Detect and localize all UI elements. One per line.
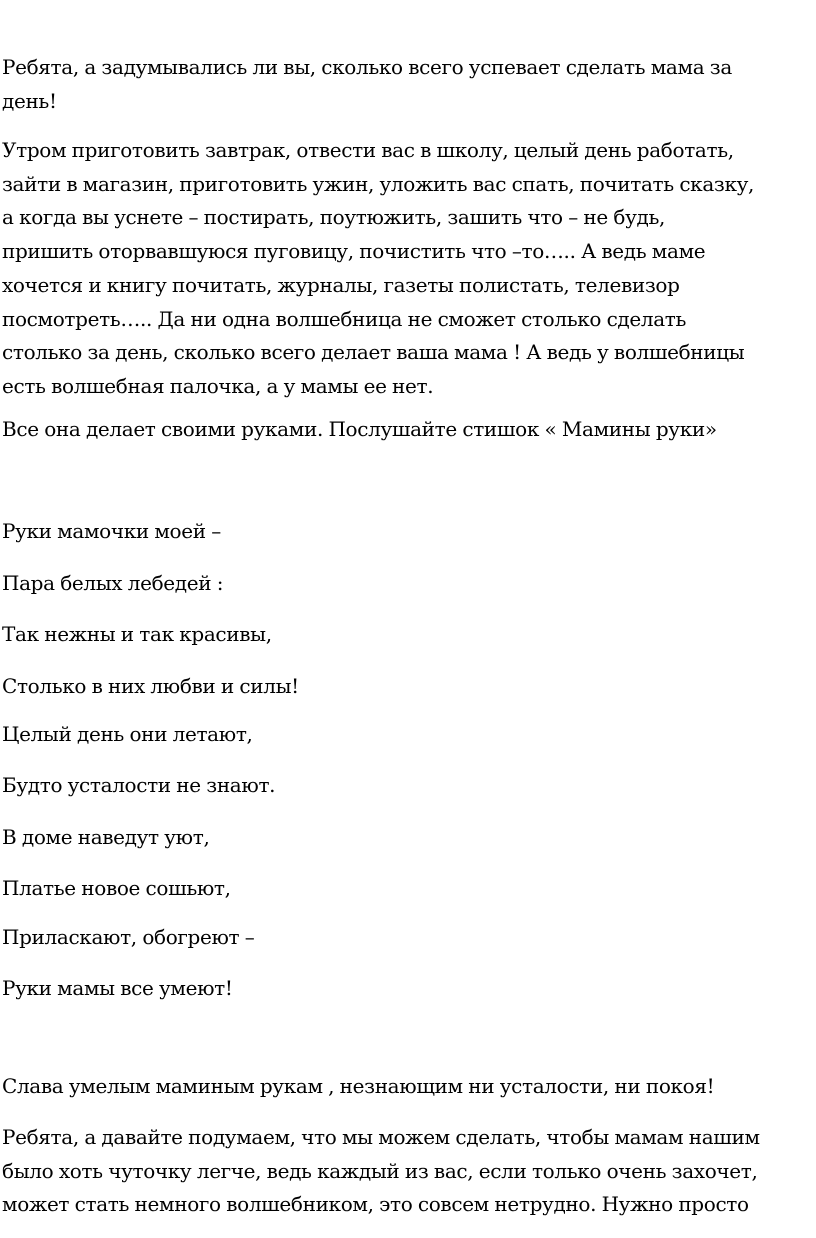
text-line: было хоть чуточку легче, ведь каждый из вас, если только очень захочет, (2, 1158, 758, 1183)
text-line: Слава умелым маминым рукам , незнающим ни усталости, ни покоя! (2, 1074, 715, 1098)
poem-line: В доме наведут уют, (2, 825, 210, 849)
poem-line: Пара белых лебедей : (2, 571, 224, 595)
poem-line: Руки мамы все умеют! (2, 976, 233, 1000)
intro-paragraph (2, 51, 732, 118)
text-line: Ребята, а задумывались ли вы, сколько всего успевает сделать мама за (2, 55, 732, 79)
text-line: зайти в магазин, приготовить ужин, уложить вас спать, почитать сказку, (2, 171, 755, 196)
morning-paragraph (2, 134, 754, 404)
text-line: есть волшебная палочка, а у мамы ее нет. (2, 373, 434, 398)
poem-line: Руки мамочки моей – (2, 519, 221, 543)
glory-paragraph (2, 1070, 714, 1104)
text-line: хочется и книгу почитать, журналы, газеты полистать, телевизор (2, 272, 680, 297)
poem-line: Будто усталости не знают. (2, 773, 276, 797)
text-line: Утром приготовить завтрак, отвести вас в школу, целый день работать, (2, 138, 734, 162)
text-line: может стать немного волшебником, это совсем нетрудно. Нужно просто (2, 1192, 749, 1217)
text-line: столько за день, сколько всего делает ваша мама ! А ведь у волшебницы (2, 340, 745, 365)
poem-line: Приласкают, обогреют – (2, 925, 255, 949)
closing-paragraph (2, 1121, 760, 1222)
text-line: посмотреть….. Да ни одна волшебница не сможет столько сделать (2, 306, 687, 331)
hands-intro-paragraph (2, 413, 717, 447)
text-line: Все она делает своими руками. Послушайте стишок « Мамины руки» (2, 417, 717, 441)
poem-line: Платье новое сошьют, (2, 876, 231, 900)
text-line: Ребята, а давайте подумаем, что мы можем сделать, чтобы мамам нашим (2, 1125, 760, 1149)
poem-line: Столько в них любви и силы! (2, 674, 299, 698)
poem-line: Так нежны и так красивы, (2, 622, 272, 646)
text-line: а когда вы уснете – постирать, поутюжить, зашить что – не будь, (2, 205, 666, 230)
text-line: день! (2, 88, 57, 113)
text-line: пришить оторвавшуюся пуговицу, почистить что –то….. А ведь маме (2, 239, 706, 264)
poem-line: Целый день они летают, (2, 722, 253, 746)
